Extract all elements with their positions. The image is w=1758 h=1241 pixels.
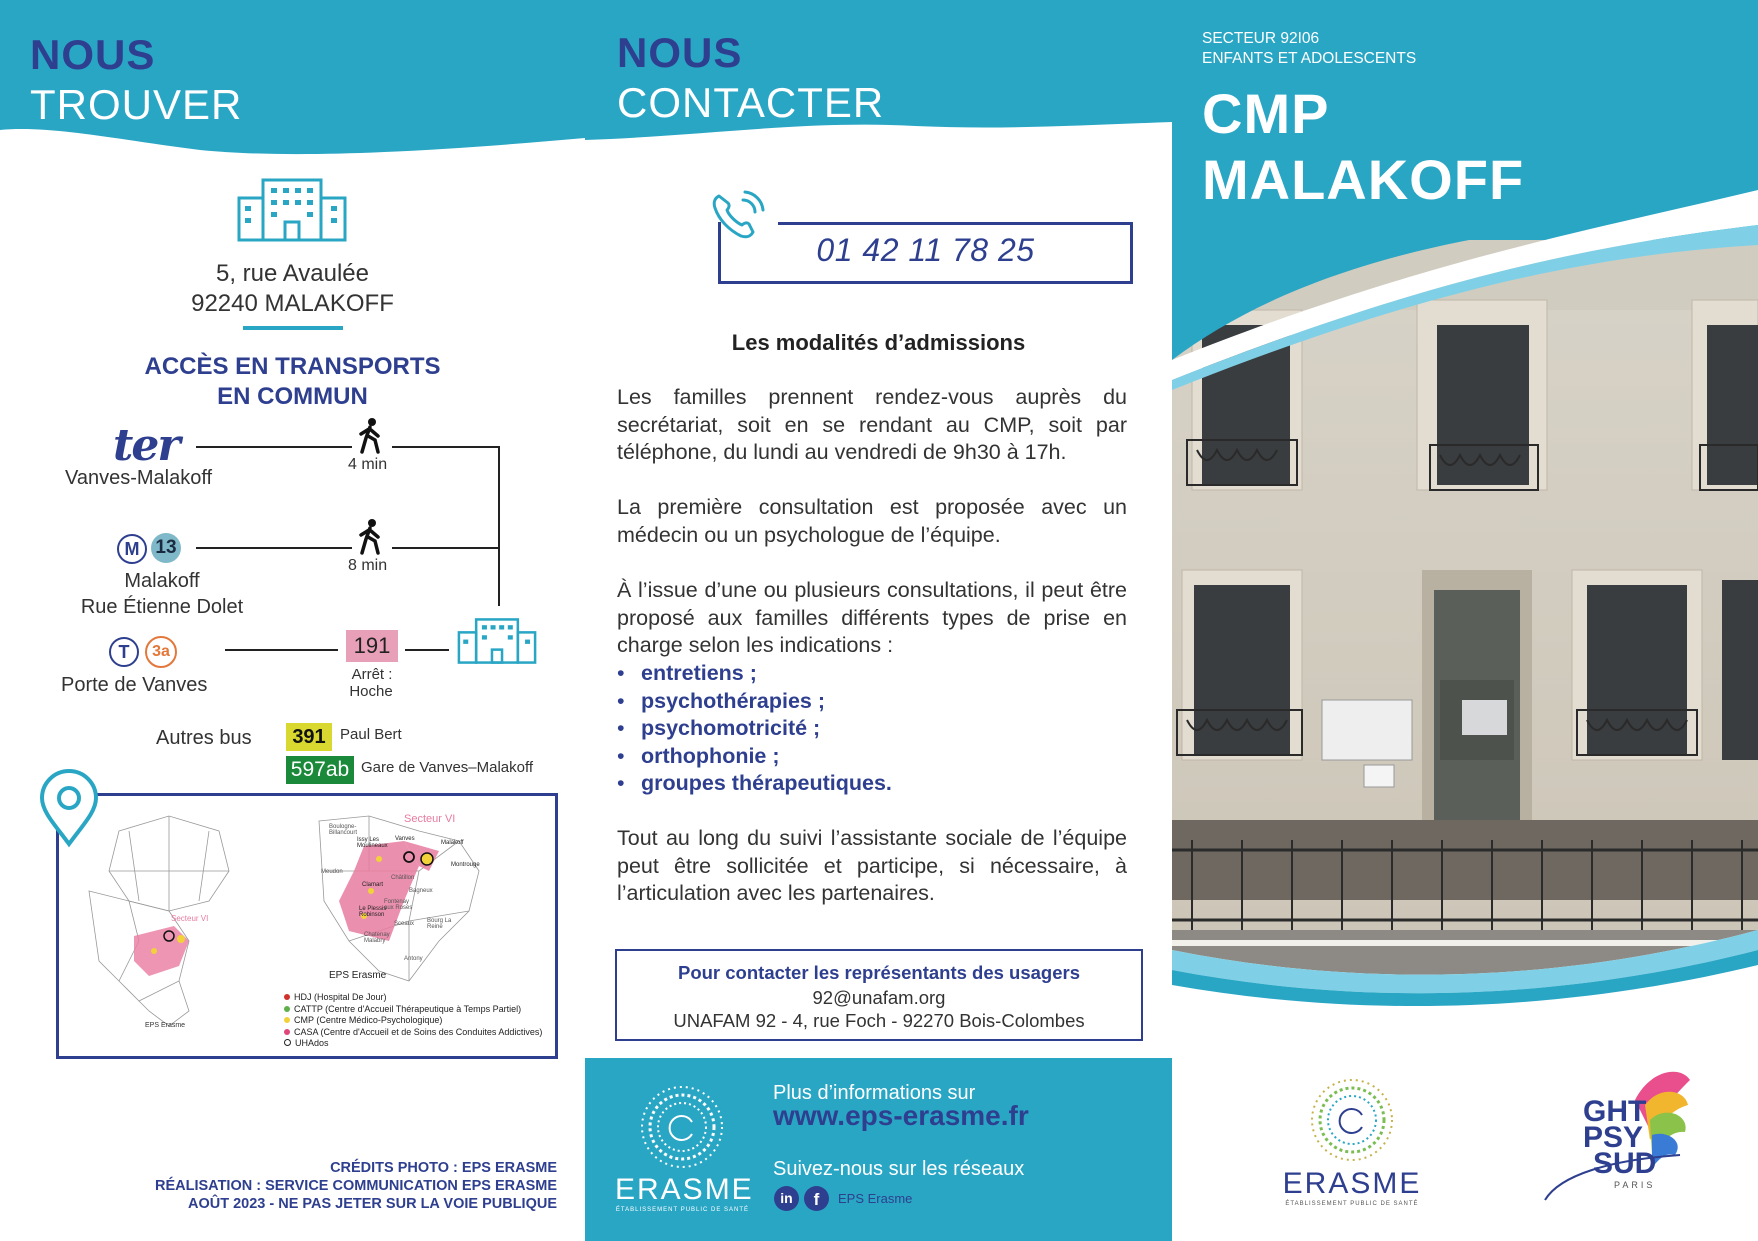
left-panel (0, 0, 585, 1241)
building-icon (235, 178, 349, 242)
erasme-logo-text: ERASME (1282, 1167, 1422, 1200)
erasme-logo-text: ERASME (615, 1173, 754, 1206)
admission-para4: Tout au long du suivi l’assistante sociale de l’équipe peut être sollicitée et participe, si nécessaire, à l’articulation avec les partenaires. (617, 826, 1127, 905)
transport-title-line1: ACCÈS EN TRANSPORTS (144, 353, 441, 380)
bus-191-badge: 191 (346, 630, 398, 662)
bus-597ab-badge: 597ab (286, 756, 354, 784)
walk-time-1: 4 min (348, 456, 388, 473)
ter-logo: ter (113, 420, 179, 471)
list-item: • psychothérapies ; (617, 688, 825, 713)
map-town: Le Plessis Robinson (359, 906, 387, 918)
ght-logo-line3: SUD (1593, 1147, 1657, 1180)
phone-box-top (778, 222, 1133, 225)
address-line1: 5, rue Avaulée (215, 260, 369, 287)
cover-title-line1: CMP (1202, 82, 1330, 145)
left-title-line2: TROUVER (30, 81, 243, 128)
route-line (196, 547, 352, 549)
station-malakoff: Malakoff (124, 570, 200, 592)
ght-logo-line2: PSY (1583, 1121, 1644, 1154)
destination-building-icon (456, 618, 538, 664)
sector-map (56, 793, 558, 1059)
map-sector-label: Secteur VI (404, 813, 456, 825)
map-town: Sceaux (394, 921, 415, 927)
location-pin-icon (38, 768, 100, 848)
bus-597ab-desc: Gare de Vanves–Malakoff (361, 759, 534, 776)
list-item: • entretiens ; (617, 661, 757, 685)
list-item: • groupes thérapeutiques. (617, 771, 892, 795)
legend-dot (284, 1017, 290, 1023)
map-town: Vanves (395, 836, 415, 842)
station-porte-de-vanves: Porte de Vanves (61, 674, 208, 696)
credits-line1: CRÉDITS PHOTO : EPS ERASME (330, 1160, 557, 1176)
phone-number[interactable]: 01 42 11 78 25 (816, 232, 1035, 268)
legend-item: CMP (Centre Médico-Psychologique) (284, 1015, 542, 1027)
erasme-logo-icon (1307, 1075, 1397, 1165)
sector-code: SECTEUR 92I06 (1202, 30, 1320, 47)
admission-para2: La première consultation est proposée avec un médecin ou un psychologue de l’équipe. (617, 495, 1127, 547)
erasme-logo-icon (637, 1082, 727, 1172)
other-bus-label: Autres bus (156, 727, 252, 749)
ght-logo-sub: PARIS (1614, 1180, 1656, 1190)
map-town: Châtillon (391, 875, 415, 881)
map-eps-label-small: EPS Erasme (145, 1022, 186, 1029)
route-line (225, 649, 338, 651)
legend-item: HDJ (Hospital De Jour) (284, 992, 542, 1004)
walking-icon (358, 418, 382, 454)
route-line (392, 446, 500, 448)
credits-line2: RÉALISATION : SERVICE COMMUNICATION EPS ERASME (155, 1178, 557, 1194)
list-item: • orthophonie ; (617, 743, 780, 768)
cover-bottom-wave (1172, 930, 1758, 1070)
map-town: Chatenay Malabry (364, 932, 390, 944)
middle-title-line2: CONTACTER (617, 79, 885, 126)
walking-icon (358, 519, 382, 555)
social-handle[interactable]: EPS Erasme (838, 1191, 913, 1206)
credits-line3: AOÛT 2023 - NE PAS JETER SUR LA VOIE PUBLIQUE (187, 1196, 557, 1212)
map-legend (284, 992, 542, 1050)
list-item: • psychomotricité ; (617, 716, 821, 740)
region-map-small (79, 811, 259, 1031)
legend-dot (284, 994, 290, 1000)
middle-title-line1: NOUS (617, 29, 743, 76)
bus-stop-name: Hoche (349, 683, 393, 700)
admission-para1: Les familles prennent rendez-vous auprès du secrétariat, soit en se rendant au CMP, soit par téléphone, du lundi au vendredi de 9h30 à 17h. (617, 385, 1127, 464)
bus-391-badge: 391 (286, 723, 332, 751)
erasme-logo-sub: ÉTABLISSEMENT PUBLIC DE SANTÉ (1285, 1201, 1419, 1207)
legend-dot (284, 1039, 291, 1046)
legend-dot (284, 1029, 290, 1035)
station-vanves-malakoff: Vanves-Malakoff (65, 467, 213, 489)
legend-item: CATTP (Centre d'Accueil Thérapeutique à Temps Partiel) (284, 1004, 542, 1016)
map-town: Montrouge (451, 862, 480, 868)
ght-logo-line1: GHT (1583, 1095, 1647, 1128)
facebook-icon[interactable]: f (804, 1186, 829, 1211)
map-town: Malakoff (441, 840, 464, 846)
cover-title-line2: MALAKOFF (1202, 148, 1525, 211)
map-town: Meudon (321, 869, 343, 875)
middle-panel (585, 0, 1172, 1241)
legend-item: UHAdos (284, 1038, 542, 1050)
route-line (392, 547, 500, 549)
care-types-list (617, 660, 1127, 798)
usager-contact-address: UNAFAM 92 - 4, rue Foch - 92270 Bois-Colombes (673, 1010, 1085, 1031)
map-town: Clamart (362, 882, 384, 888)
left-title-line1: NOUS (30, 31, 156, 78)
route-line (405, 649, 449, 651)
erasme-logo-sub: ÉTABLISSEMENT PUBLIC DE SANTÉ (615, 1207, 750, 1213)
address-divider (243, 326, 343, 330)
sector-audience: ENFANTS ET ADOLESCENTS (1202, 50, 1417, 67)
map-eps-label: EPS Erasme (329, 970, 387, 981)
address-line2: 92240 MALAKOFF (191, 290, 394, 317)
bus-stop-label: Arrêt : (351, 666, 393, 683)
tram-logo: T (109, 637, 139, 667)
map-town: Issy Les Moulineaux (357, 837, 388, 849)
usager-contact-title: Pour contacter les représentants des usagers (677, 962, 1081, 983)
right-panel (1172, 0, 1758, 1241)
legend-dot (284, 1006, 290, 1012)
map-town: Boulogne-Billancourt (329, 824, 358, 836)
map-sector-label-small: Secteur VI (171, 914, 209, 923)
map-town: Antony (404, 956, 423, 962)
admission-title: Les modalités d’admissions (731, 330, 1026, 355)
walk-time-2: 8 min (348, 557, 388, 574)
route-connector (498, 446, 500, 606)
map-town: Bourg La Reine (427, 918, 452, 930)
map-town: Bagneux (409, 888, 433, 894)
admission-para3: À l’issue d’une ou plusieurs consultations, il peut être proposé aux familles différents types de prise en charge selon les indications : (617, 578, 1127, 657)
station-etienne-dolet: Rue Étienne Dolet (80, 596, 244, 618)
follow-label: Suivez-nous sur les réseaux (773, 1158, 1025, 1180)
legend-item: CASA (Centre d'Accueil et de Soins des Conduites Addictives) (284, 1027, 542, 1039)
linkedin-icon[interactable]: in (774, 1186, 799, 1211)
website-link[interactable]: www.eps-erasme.fr (773, 1100, 1029, 1131)
metro-line-13-badge: 13 (151, 533, 181, 563)
transport-title-line2: EN COMMUN (217, 383, 368, 410)
usager-contact-email[interactable]: 92@unafam.org (812, 987, 946, 1008)
route-line (196, 446, 352, 448)
more-info-label: Plus d’informations sur (773, 1082, 976, 1104)
tram-line-3a-badge: 3a (145, 636, 177, 668)
bus-391-desc: Paul Bert (340, 726, 402, 743)
map-town: Fontenay aux Roses (384, 899, 413, 911)
metro-logo: M (117, 534, 147, 564)
